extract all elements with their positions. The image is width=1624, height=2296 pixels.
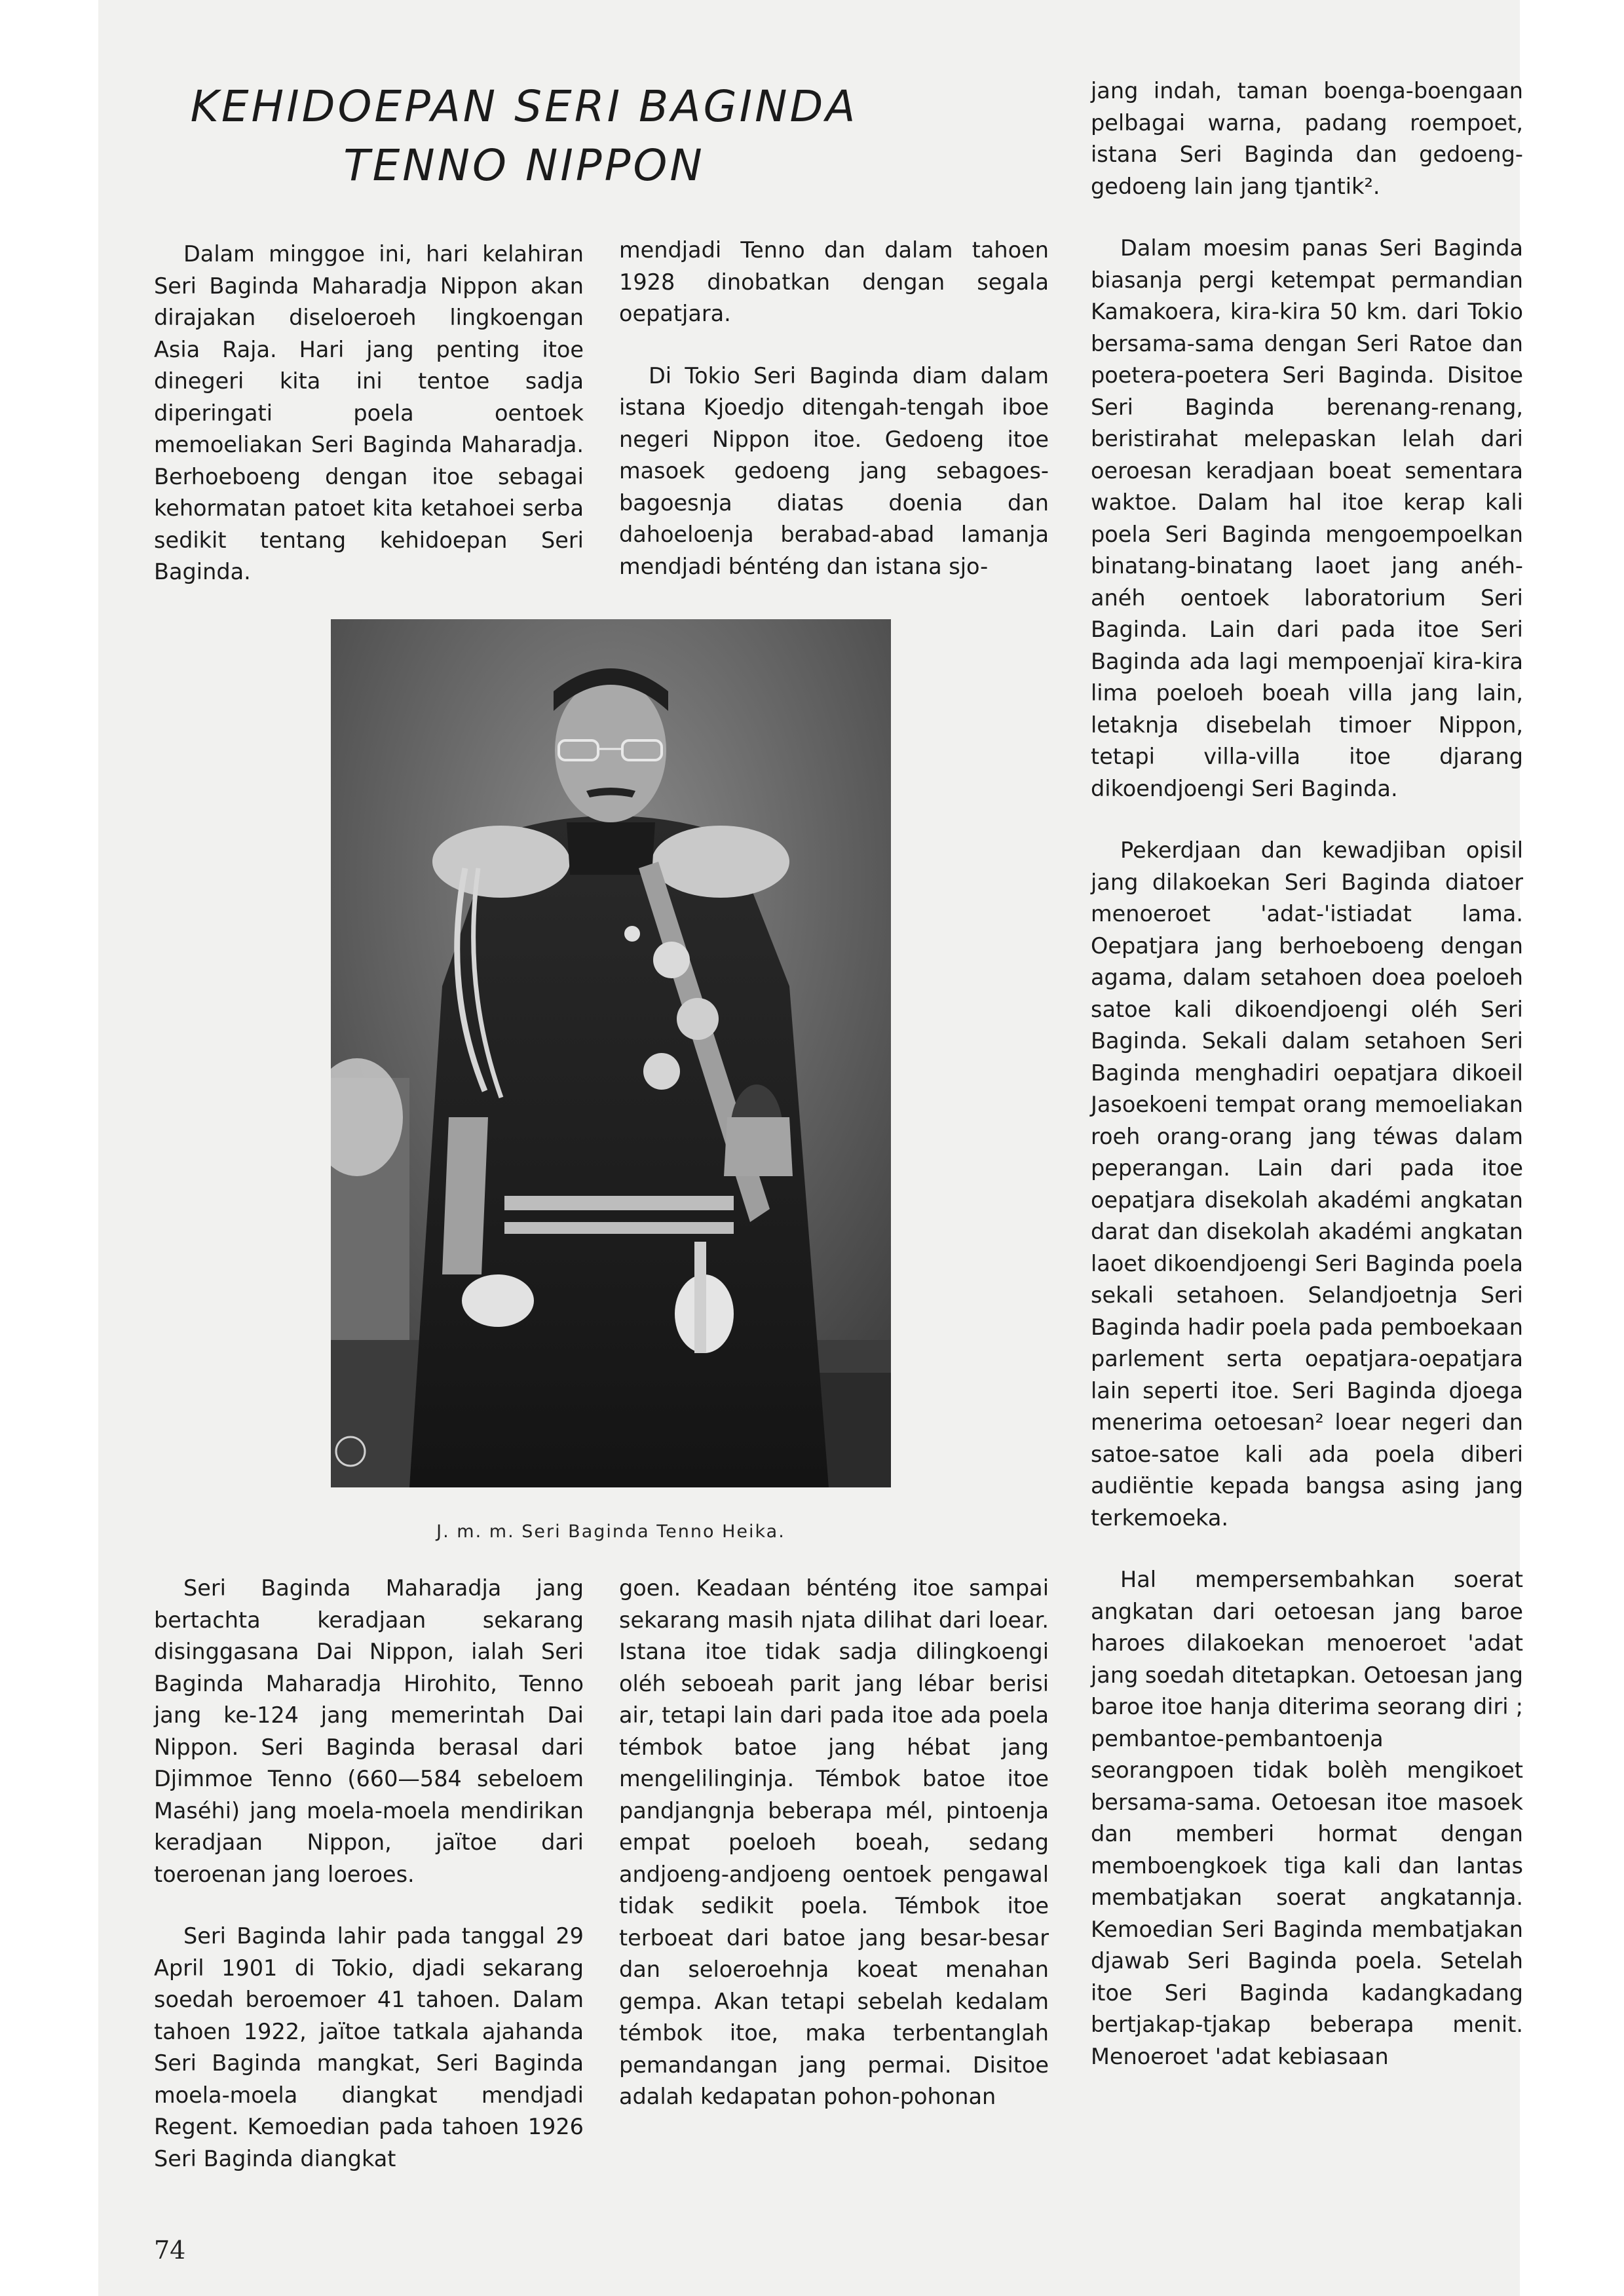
paragraph: Pekerdjaan dan kewadjiban opisil jang dilakoekan Seri Baginda diatoer menoeroet 'adat-'istiadat lama. Oepatjara jang berhoeboeng dengan agama, dalam setahoen doea poeloeh satoe kali dikoendjoengi oléh Seri Baginda. Sekali dalam setahoen Seri Baginda menghadiri oepatjara dikoeil Jasoekoeni tempat orang memoeliakan roeh orang-orang jang téwas dalam peperangan. Lain dari pada itoe oepatjara disekolah akadémi angkatan darat dan disekolah akadémi angkatan laoet dikoendjoengi Seri Baginda poela sekali setahoen. Selandjoetnja Seri Baginda hadir poela pada pemboekaan parlement serta oepatjara-oepatjara lain seperti itoe. Seri Baginda djoega menerima oetoesan² loear negeri dan satoe-satoe kali ada poela diberi audiëntie kepada bangsa asing jang terkemoeka.	[1091, 837, 1523, 1531]
column-2-top	[619, 235, 1049, 613]
column-1-bottom	[154, 1573, 584, 2205]
column-2-bottom	[619, 1573, 1049, 2143]
column-3	[1091, 75, 1523, 2103]
portrait-photo	[331, 619, 891, 1487]
portrait-illustration	[331, 619, 891, 1487]
page-number: 74	[154, 2236, 186, 2265]
paragraph: Dalam minggoe ini, hari kelahiran Seri Baginda Maharadja Nippon akan dirajakan diseloeroeh lingkoengan Asia Raja. Hari jang penting itoe dinegeri kita ini tentoe sadja diperingati poela oentoek memoeliakan Seri Baginda Maharadja. Berhoeboeng dengan itoe sebagai kehormatan patoet kita ketahoei serba sedikit tentang kehidoepan Seri Baginda.	[154, 241, 584, 584]
title-line-2: TENNO NIPPON	[343, 140, 705, 191]
paragraph: Hal mempersembahkan soerat angkatan dari oetoesan jang baroe haroes dilakoekan menoeroet 'adat jang soedah ditetapkan. Oetoesan jang baroe itoe hanja diterima seorang diri ; pembantoe-pembantoenja seorangpoen tidak bolèh mengikoet bersama-sama. Oetoesan itoe masoek dan memberi hormat dengan memboengkoek tiga kali dan lantas membatjakan soerat angkatannja. Kemoedian Seri Baginda membatjakan djawab Seri Baginda poela. Setelah itoe Seri Baginda kadangkadang bertjakap-tjakap beberapa menit. Menoeroet 'adat kebiasaan	[1091, 1567, 1523, 2069]
title-line-1: KEHIDOEPAN SERI BAGINDA	[190, 81, 858, 132]
paragraph: mendjadi Tenno dan dalam tahoen 1928 dinobatkan dengan segala oepatjara.	[619, 237, 1049, 326]
paragraph: Dalam moesim panas Seri Baginda biasanja pergi ketempat permandian Kamakoera, kira-kira 50 km. dari Tokio bersama-sama dengan Seri Ratoe dan poetera-poetera Seri Baginda. Disitoe Seri Baginda berenang-renang, beristirahat melepaskan lelah dari oeroesan keradjaan boeat sementara waktoe. Dalam hal itoe kerap kali poela Seri Baginda mengoempoelkan binatang-binatang laoet jang anéh-anéh oentoek laboratorium Seri Baginda. Lain dari pada itoe Seri Baginda ada lagi mempoenjaï kira-kira lima poeloeh boeah villa jang lain, letaknja disebelah timoer Nippon, tetapi villa-villa itoe djarang dikoendjoengi Seri Baginda.	[1091, 235, 1523, 801]
column-1-top	[154, 239, 584, 619]
photo-caption: J. m. m. Seri Baginda Tenno Heika.	[436, 1521, 785, 1542]
paragraph: goen. Keadaan bénténg itoe sampai sekarang masih njata dilihat dari loear. Istana itoe tidak sadja dilingkoengi oléh seboeah parit jang lébar berisi air, tetapi lain dari pada itoe ada poela témbok batoe jang hébat jang mengelilinginja. Témbok batoe itoe pandjangnja beberapa mél, pintoenja empat poeloeh boeah, sedang andjoeng-andjoeng oentoek pengawal tidak sedikit poela. Témbok itoe terboeat dari batoe jang besar-besar dan seloeroehnja koeat menahan gempa. Akan tetapi sebelah kedalam témbok itoe, maka terbentanglah pemandangan jang permai. Disitoe adalah kedapatan pohon-pohonan	[619, 1575, 1049, 2109]
article-title	[98, 77, 950, 195]
paragraph: jang indah, taman boenga-boengaan pelbagai warna, padang roempoet, istana Seri Baginda dan gedoeng-gedoeng lain jang tjantik².	[1091, 78, 1523, 199]
paragraph: Seri Baginda lahir pada tanggal 29 April 1901 di Tokio, djadi sekarang soedah beroemoer 41 tahoen. Dalam tahoen 1922, jaïtoe tatkala ajahanda Seri Baginda mangkat, Seri Baginda moela-moela diangkat mendjadi Regent. Kemoedian pada tahoen 1926 Seri Baginda diangkat	[154, 1923, 584, 2172]
paragraph: Seri Baginda Maharadja jang bertachta keradjaan sekarang disinggasana Dai Nippon, ialah Seri Baginda Maharadja Hirohito, Tenno jang ke-124 jang memerintah Dai Nippon. Seri Baginda berasal dari Djimmoe Tenno (660—584 sebeloem Maséhi) jang moela-moela mendirikan keradjaan Nippon, jaïtoe dari toeroenan jang loeroes.	[154, 1575, 584, 1887]
paragraph: Di Tokio Seri Baginda diam dalam istana Kjoedjo ditengah-tengah iboe negeri Nippon itoe. Gedoeng itoe masoek gedoeng jang sebagoes-bagoesnja diatas doenia dan dahoeloenja berabad-abad lamanja mendjadi bénténg dan istana sjo-	[619, 362, 1049, 579]
